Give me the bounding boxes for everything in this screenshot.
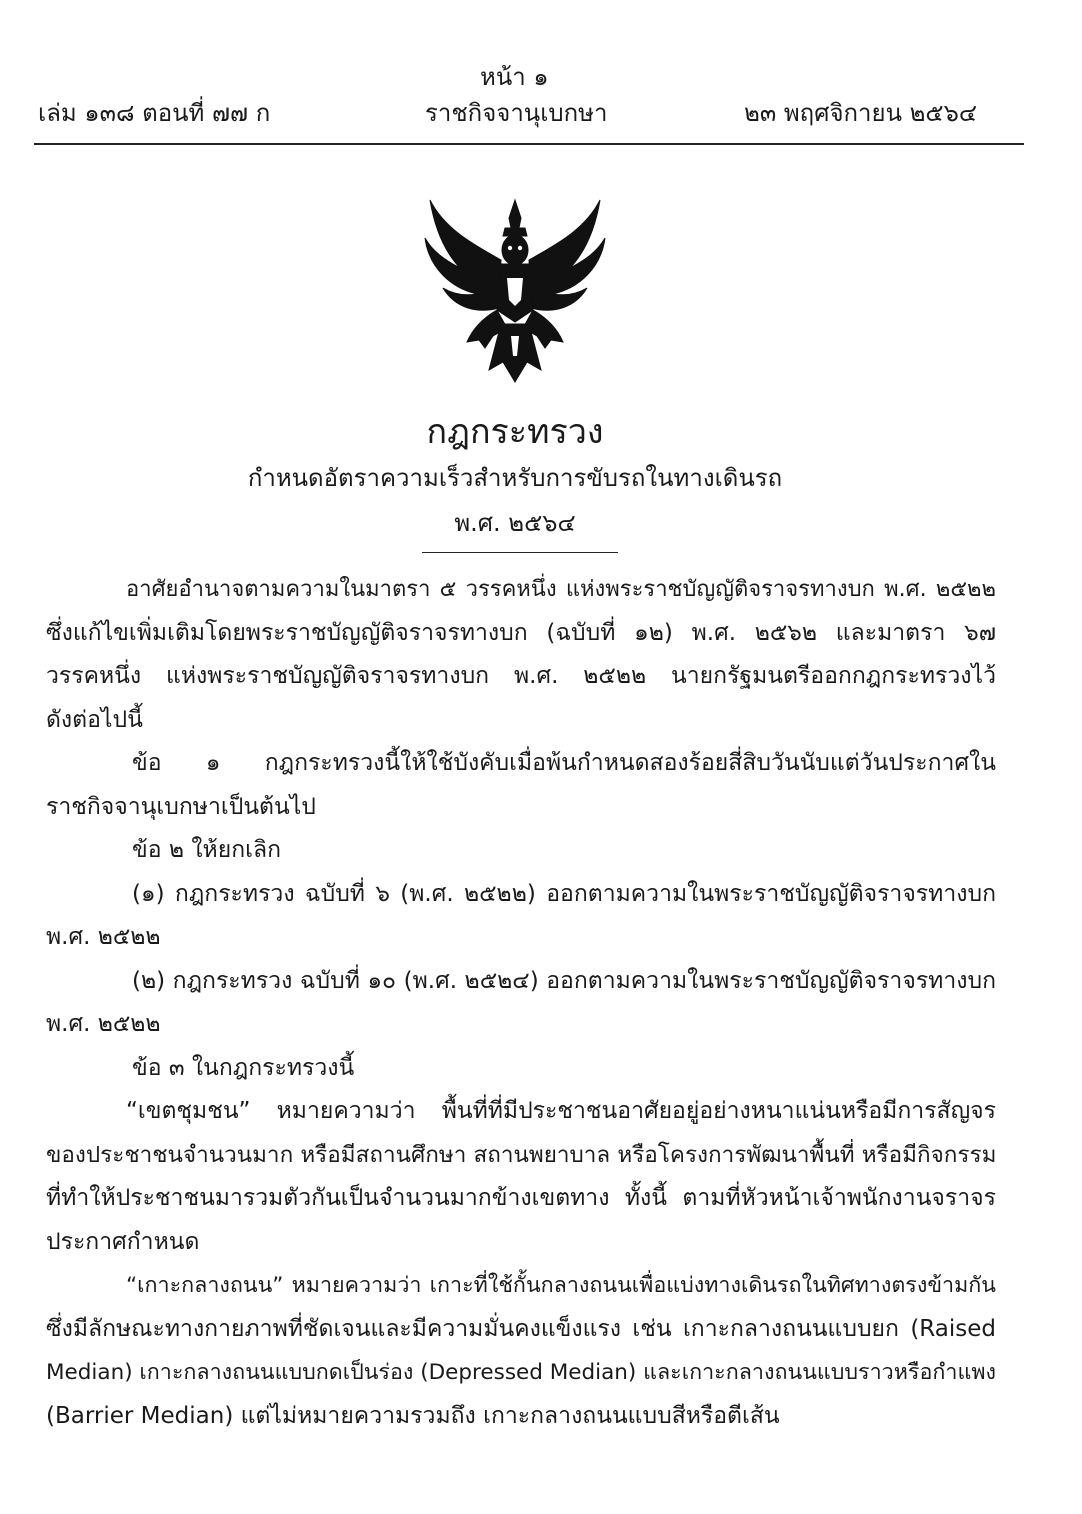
definition-line: ที่ทำให้ประชาชนมารวมตัวกันเป็นจำนวนมากข้างเขตทาง ทั้งนี้ ตามที่หัวหน้าเจ้าพนักงานจราจร [46, 1185, 996, 1211]
clause-2-item-2: (๒) กฎกระทรวง ฉบับที่ ๑๐ (พ.ศ. ๒๕๒๔) ออกตามความในพระราชบัญญัติจราจรทางบก [132, 967, 996, 994]
definition-line: “เกาะกลางถนน” หมายความว่า เกาะที่ใช้กั้นกลางถนนเพื่อแบ่งทางเดินรถในทิศทางตรงข้ามกัน [126, 1273, 996, 1298]
definition-line: ของประชาชนจำนวนมาก หรือมีสถานศึกษา สถานพยาบาล หรือโครงการพัฒนาพื้นที่ หรือมีกิจกรรม [46, 1141, 996, 1168]
clause-1-line: ราชกิจจานุเบกษาเป็นต้นไป [46, 793, 316, 820]
definition-line: ซึ่งมีลักษณะทางกายภาพที่ชัดเจนและมีความมั่นคงแข็งแรง เช่น เกาะกลางถนนแบบยก (Raised [46, 1315, 996, 1342]
document-body [46, 568, 996, 1438]
preamble-line: ซึ่งแก้ไขเพิ่มเติมโดยพระราชบัญญัติจราจรทางบก (ฉบับที่ ๑๒) พ.ศ. ๒๕๖๒ และมาตรา ๖๗ [46, 619, 996, 646]
definition-line: Median) เกาะกลางถนนแบบกดเป็นร่อง (Depressed Median) และเกาะกลางถนนแบบราวหรือกำแพง [46, 1360, 996, 1385]
definition-line: ประกาศกำหนด [46, 1228, 200, 1255]
header-rule [34, 143, 1024, 145]
gazette-name: ราชกิจจานุเบกษา [425, 99, 608, 127]
definition-line: “เขตชุมชน” หมายความว่า พื้นที่ที่มีประชาชนอาศัยอยู่อย่างหนาแน่นหรือมีการสัญจร [126, 1098, 996, 1124]
document-year: พ.ศ. ๒๕๖๔ [454, 509, 576, 537]
clause-2-item-1: พ.ศ. ๒๕๒๒ [46, 924, 161, 950]
garuda-emblem-icon [415, 190, 615, 390]
document-subtitle: กำหนดอัตราความเร็วสำหรับการขับรถในทางเดินรถ [247, 464, 783, 492]
clause-2-heading: ข้อ ๒ ให้ยกเลิก [132, 837, 281, 863]
title-rule [422, 552, 618, 553]
page-number: หน้า ๑ [480, 63, 549, 91]
definition-line: (Barrier Median) แต่ไม่หมายความรวมถึง เกาะกลางถนนแบบสีหรือตีเส้น [46, 1402, 780, 1429]
preamble-line: อาศัยอำนาจตามความในมาตรา ๕ วรรคหนึ่ง แห่งพระราชบัญญัติจราจรทางบก พ.ศ. ๒๕๒๒ [126, 577, 996, 602]
preamble-line: ดังต่อไปนี้ [46, 706, 143, 733]
clause-2-item-1: (๑) กฎกระทรวง ฉบับที่ ๖ (พ.ศ. ๒๕๒๒) ออกตามความในพระราชบัญญัติจราจรทางบก [132, 880, 996, 907]
preamble-line: วรรคหนึ่ง แห่งพระราชบัญญัติจราจรทางบก พ.ศ. ๒๕๒๒ นายกรัฐมนตรีออกกฎกระทรวงไว้ [46, 663, 996, 689]
clause-1-line: ข้อ ๑ กฎกระทรวงนี้ให้ใช้บังคับเมื่อพ้นกำหนดสองร้อยสี่สิบวันนับแต่วันประกาศใน [132, 750, 996, 776]
document-title: กฎกระทรวง [426, 412, 604, 452]
clause-3-heading: ข้อ ๓ ในกฎกระทรวงนี้ [132, 1054, 355, 1081]
volume-issue: เล่ม ๑๓๘ ตอนที่ ๗๗ ก [38, 99, 271, 127]
publish-date: ๒๓ พฤศจิกายน ๒๕๖๔ [744, 99, 977, 127]
clause-2-item-2: พ.ศ. ๒๕๒๒ [46, 1011, 161, 1037]
